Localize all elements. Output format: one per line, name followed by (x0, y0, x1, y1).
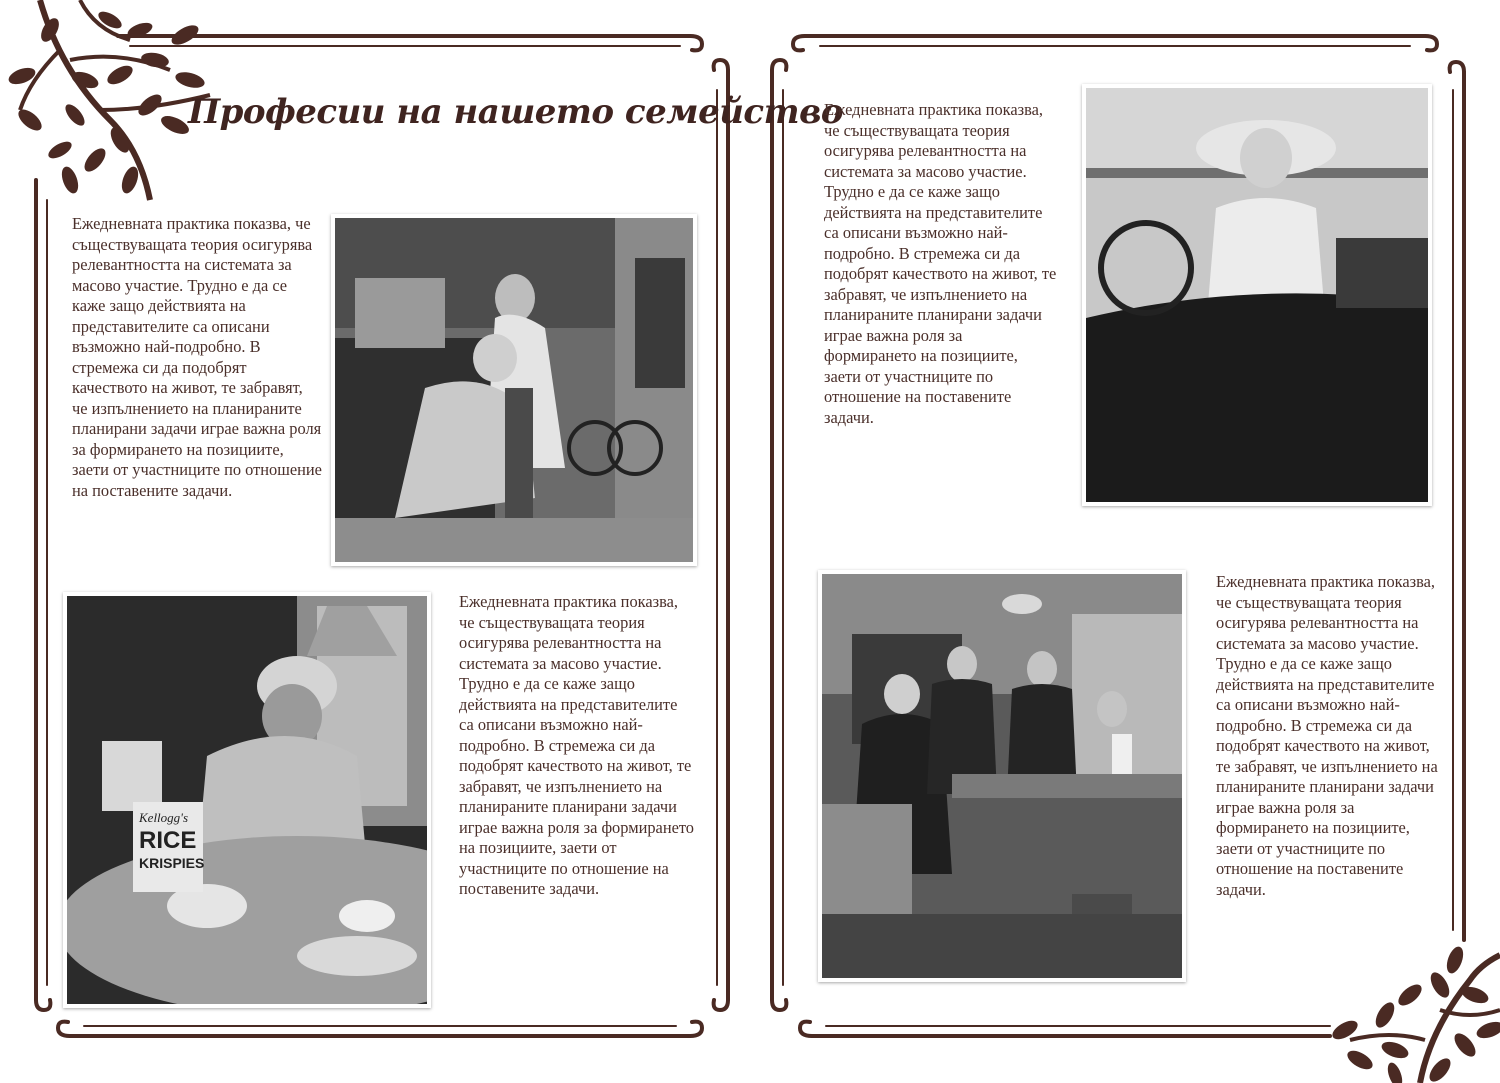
cereal-brand-text: Kellogg's (139, 810, 189, 825)
paragraph-bottom-right: Ежедневната практика показва, че съществуващата теория осигурява релевантността на системата за масово участие. Трудно е да се каже защо действията на представителите са описани възможно най-подробно. В стремежа си да подобрят качеството на живот, те забравят, че изпълнението на планираните планирани задачи играе важна роля за формирането на позициите, заети от участниците по отношение на поставените задачи. (1216, 572, 1438, 899)
page-title: Професии на нашето семейство (188, 92, 844, 132)
branch-ornament-top-left (6, 0, 210, 200)
paragraph-bottom-left: Ежедневната практика показва, че съществуващата теория осигурява релевантността на системата за масово участие. Трудно е да се каже защо действията на представителите са описани възможно най-подробно. В стремежа си да подобрят качеството на живот, те забравят, че изпълнението на планираните планирани задачи играе важна роля за формирането на позициите, заети от участниците по отношение на поставените задачи. (459, 592, 695, 898)
cereal-line2-text: KRISPIES (139, 855, 205, 871)
paragraph-top-left: Ежедневната практика показва, че съществуващата теория осигурява релевантността на системата за масово участие. Трудно е да се каже защо действията на представителите са описани възможно най-подробно. В стремежа си да подобрят качеството на живот, те забравят, че изпълнението на планираните планирани задачи играе важна роля за формирането на позициите, заети от участниците по отношение на поставените задачи. (72, 214, 322, 500)
breakfast-photo (63, 592, 431, 1008)
office-photo (818, 570, 1186, 982)
driver-photo (1082, 84, 1432, 506)
branch-ornament-bottom-right (1329, 944, 1500, 1083)
barber-photo (331, 214, 697, 566)
paragraph-top-right: Ежедневната практика показва, че съществуващата теория осигурява релевантността на системата за масово участие. Трудно е да се каже защо действията на представителите са описани възможно най-подробно. В стремежа си да подобрят качеството на живот, те забравят, че изпълнението на планираните планирани задачи играе важна роля за формирането на позициите, заети от участниците по отношение на поставените задачи. (824, 100, 1057, 427)
cereal-line1-text: RICE (139, 827, 197, 854)
